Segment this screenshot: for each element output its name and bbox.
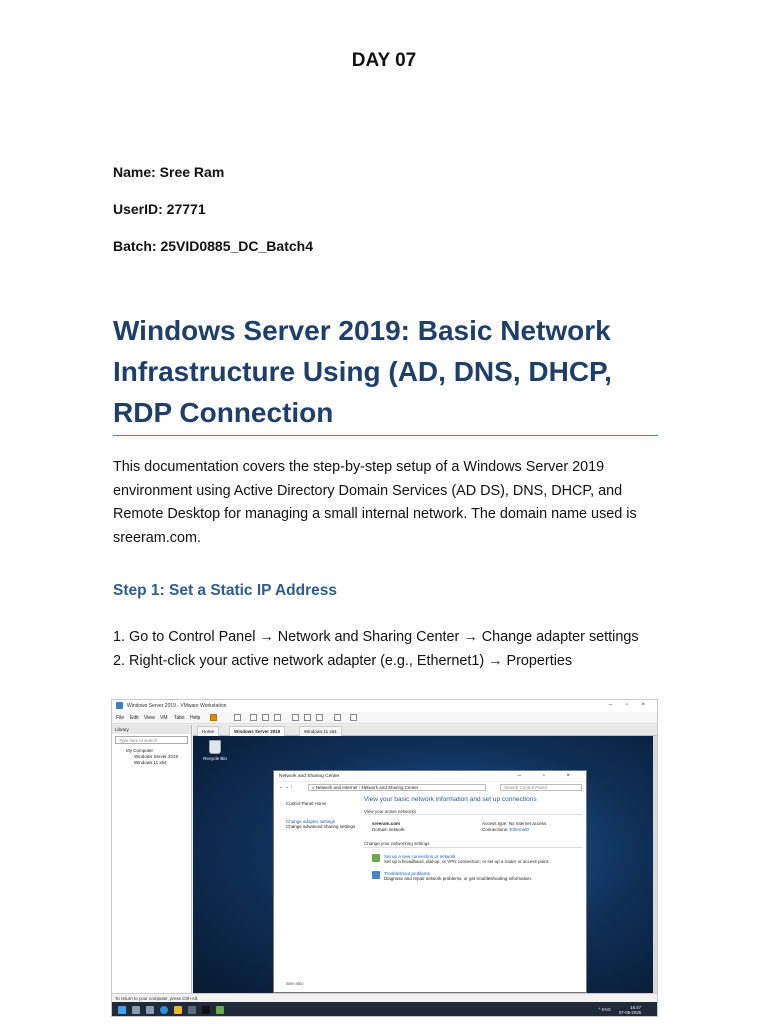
troubleshoot-item [364, 871, 582, 882]
tab-home[interactable]: Home [197, 726, 219, 736]
name-line: Name: Sree Ram [113, 164, 225, 180]
guest-desktop [193, 736, 658, 993]
network-setup-icon [372, 854, 380, 862]
library-tree [112, 746, 191, 768]
ethernet-link[interactable]: Ethernet0 [509, 826, 530, 832]
recycle-bin[interactable] [201, 740, 229, 761]
change-adapter-settings-link[interactable]: Change adapter settings [286, 818, 336, 824]
vmware-window-title: Windows Server 2019 - VMware Workstation [127, 703, 227, 709]
active-networks-label: View your active networks [364, 809, 582, 816]
menu-file[interactable]: File [116, 715, 125, 721]
change-sharing-settings-link[interactable]: Change advanced sharing settings [286, 824, 356, 829]
server-manager-icon[interactable] [188, 1006, 196, 1014]
nsc-main-pane [364, 797, 582, 888]
nsc-title: Network and Sharing Center [279, 774, 340, 779]
recycle-bin-icon [209, 740, 221, 754]
tab-windows-11[interactable]: Windows 11 x64 [299, 726, 342, 736]
console-view-icon[interactable] [334, 714, 341, 721]
vmware-window-controls[interactable]: – ▫ × [608, 702, 651, 708]
section-heading: Windows Server 2019: Basic Network Infrastructure Using (AD, DNS, DHCP, RDP Connection [113, 315, 612, 428]
view-tabs-icon[interactable] [316, 714, 323, 721]
library-panel [112, 725, 192, 993]
revert-icon[interactable] [262, 714, 269, 721]
edge-icon[interactable] [160, 1006, 168, 1014]
access-type-label: Access type: [482, 821, 508, 826]
tree-vm-windows-11[interactable]: Windows 11 x64 [134, 760, 167, 765]
nsc-titlebar [274, 771, 586, 782]
change-networking-label: Change your networking settings [364, 841, 582, 848]
explorer-icon[interactable] [174, 1006, 182, 1014]
step1-line-1: 1. Go to Control Panel → Network and Sharing Center → Change adapter settings [113, 629, 639, 645]
windows-taskbar [112, 1002, 657, 1017]
userid-line: UserID: 27771 [113, 201, 206, 217]
view-thumbnail-icon[interactable] [304, 714, 311, 721]
active-network-entry [364, 821, 582, 841]
fullscreen-icon[interactable] [350, 714, 357, 721]
pause-icon[interactable] [210, 714, 217, 721]
recycle-bin-label: Recycle Bin [203, 756, 227, 761]
vmware-statusbar: To return to your computer, press Ctrl+Alt. [112, 993, 657, 1002]
step1-line-2: 2. Right-click your active network adapter (e.g., Ethernet1) → Properties [113, 653, 573, 669]
tab-windows-server-2019[interactable]: Windows Server 2019 [229, 726, 285, 736]
menu-view[interactable]: View [144, 715, 155, 721]
task-view-icon[interactable] [146, 1006, 154, 1014]
vmware-menubar [112, 712, 657, 724]
setup-connection-link[interactable]: Set up a new connection or network [384, 853, 456, 859]
setup-connection-desc: Set up a broadband, dial-up, or VPN connection; or set up a router or access point. [384, 859, 550, 864]
library-title: Library [112, 725, 191, 734]
troubleshoot-desc: Diagnose and repair network problems, or get troubleshooting information. [384, 876, 533, 881]
view-library-icon[interactable] [292, 714, 299, 721]
setup-connection-item [364, 854, 582, 865]
library-search-input[interactable]: Type here to search [115, 736, 188, 744]
nsc-search-input[interactable]: Search Control Panel [500, 784, 582, 791]
troubleshoot-icon [372, 871, 380, 879]
nsc-addressbar [274, 782, 586, 793]
tree-vm-server-2019[interactable]: Windows Server 2019 [134, 754, 179, 759]
vm-scrollbar[interactable] [653, 736, 658, 993]
clock-date: 07-05-2025 [619, 1010, 641, 1015]
manage-snapshots-icon[interactable] [274, 714, 281, 721]
day-title: DAY 07 [351, 50, 417, 71]
see-also-label: See also [286, 981, 304, 986]
batch-line: Batch: 25VID0885_DC_Batch4 [113, 238, 313, 254]
menu-tabs[interactable]: Tabs [174, 715, 185, 721]
tree-my-computer[interactable]: My Computer [126, 748, 154, 753]
access-type-value: No Internet access [508, 821, 547, 826]
troubleshoot-link[interactable]: Troubleshoot problems [384, 870, 430, 876]
start-icon[interactable] [118, 1006, 126, 1014]
vmware-app-icon [116, 702, 123, 709]
taskbar-clock[interactable] [619, 1005, 641, 1015]
system-tray[interactable]: ^ ENG [598, 1007, 611, 1012]
clock-time: 16:47 [630, 1005, 641, 1010]
control-panel-home-link[interactable]: Control Panel Home [286, 801, 327, 806]
heading-rule [113, 435, 658, 436]
vm-tabbar [193, 725, 658, 736]
step1-heading: Step 1: Set a Static IP Address [113, 582, 337, 599]
nsc-left-pane [286, 801, 356, 830]
domain-network-label: Domain network [372, 826, 405, 832]
cmd-icon[interactable] [202, 1006, 210, 1014]
nsc-main-heading: View your basic network information and set up connections [364, 796, 537, 803]
snapshot-icon[interactable] [250, 714, 257, 721]
menu-help[interactable]: Help [190, 715, 201, 721]
nav-arrows-icon[interactable]: ← → ↑ [279, 784, 293, 789]
nsc-window-controls[interactable]: – ▫ × [517, 773, 580, 779]
vmware-titlebar [112, 700, 657, 712]
network-sharing-window [273, 770, 587, 993]
nsc-address-path[interactable]: « Network and Internet › Network and Sharing Center [308, 784, 486, 791]
connections-label: Connections: [482, 826, 509, 832]
intro-paragraph: This documentation covers the step-by-step setup of a Windows Server 2019 environment using Active Directory Domain Services (AD DS), DNS, DHCP, and Remote Desktop for managing a small internal network. The domain name used is sreeram.com. [113, 459, 637, 546]
menu-vm[interactable]: VM [160, 715, 168, 721]
search-icon[interactable] [132, 1006, 140, 1014]
domain-name: sreeram.com [372, 821, 401, 826]
vm-area [193, 725, 658, 993]
control-panel-icon[interactable] [216, 1006, 224, 1014]
send-keys-icon[interactable] [234, 714, 241, 721]
embedded-screenshot [111, 699, 658, 1017]
menu-edit[interactable]: Edit [130, 715, 139, 721]
